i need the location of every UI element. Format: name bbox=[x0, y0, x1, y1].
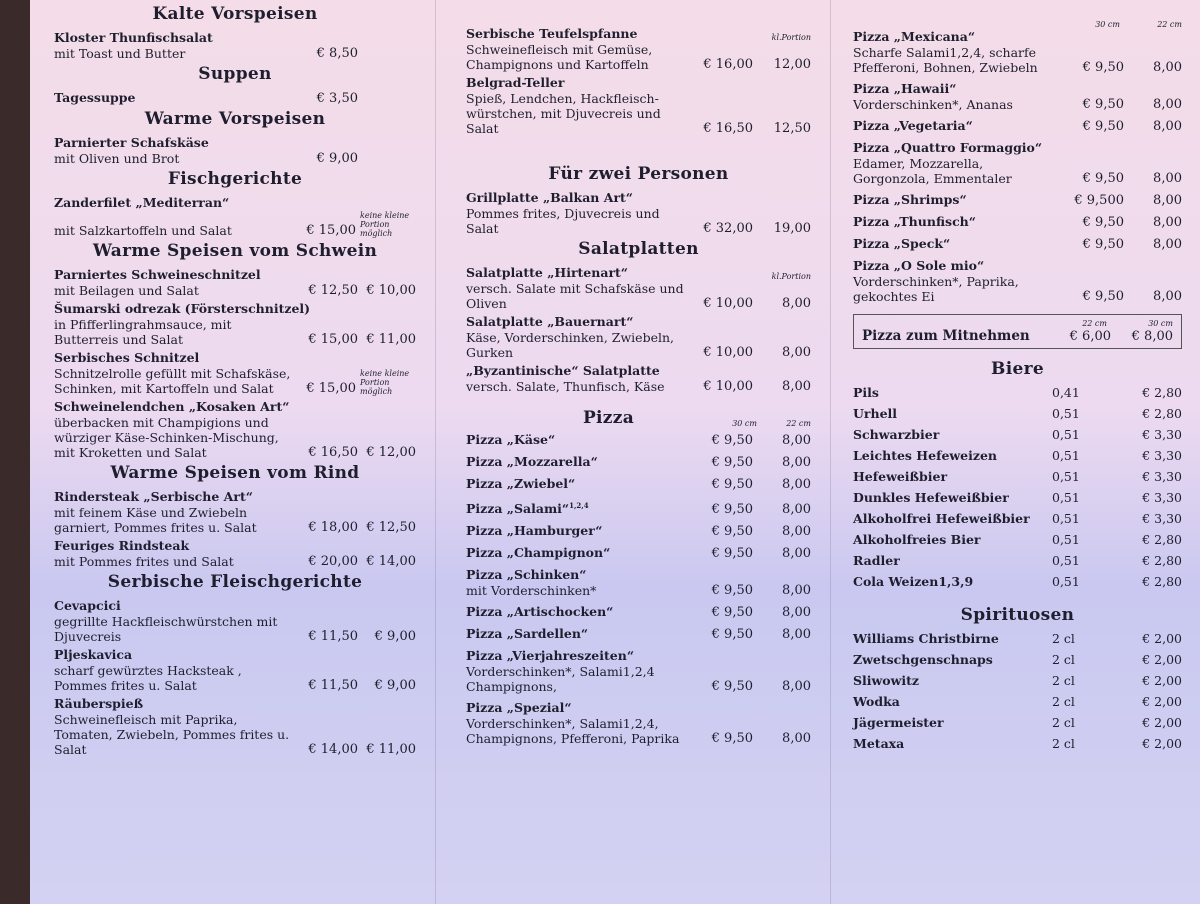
section-title: Spirituosen bbox=[960, 605, 1075, 625]
menu-item bbox=[54, 267, 416, 298]
item-price: € 9,50 bbox=[711, 524, 753, 540]
item-name: Zanderfilet „Mediterran“ bbox=[54, 195, 230, 210]
drink-price: € 3,30 bbox=[1142, 511, 1182, 526]
item-name: Pizza „Käse“ bbox=[466, 432, 556, 447]
item-note: keine kleine Portion möglich bbox=[360, 369, 410, 396]
section-title: Serbische Fleischgerichte bbox=[107, 572, 363, 592]
item-name: Salatplatte „Bauernart“ bbox=[466, 314, 634, 329]
item-name: Salatplatte „Hirtenart“ bbox=[466, 265, 628, 280]
item-price: € 10,00 bbox=[703, 296, 753, 311]
item-name: Pizza „Schinken“ bbox=[466, 567, 587, 583]
pizza-item bbox=[466, 432, 811, 448]
item-price-small: 8,00 bbox=[1153, 119, 1182, 134]
item-price: € 9,50 bbox=[1082, 60, 1124, 75]
item-name: Pizza „Speck“ bbox=[853, 236, 951, 251]
item-name: Belgrad-Teller bbox=[466, 75, 565, 90]
item-price: € 18,00 bbox=[308, 520, 358, 535]
drink-name: Radler bbox=[853, 553, 900, 568]
drink-row bbox=[853, 406, 1182, 421]
drink-row bbox=[853, 673, 1182, 688]
item-price-small: 8,00 bbox=[782, 583, 811, 599]
menu-item bbox=[54, 90, 416, 106]
item-price-small: 8,00 bbox=[1153, 237, 1182, 252]
item-name: Feuriges Rindsteak bbox=[54, 538, 190, 553]
drink-row bbox=[853, 574, 1182, 589]
item-price-small: 8,00 bbox=[782, 546, 811, 562]
item-price-small: € 11,00 bbox=[366, 332, 416, 347]
additive-note: 1,2,4 bbox=[569, 501, 589, 510]
item-price-small: 8,00 bbox=[1153, 193, 1182, 208]
menu-card bbox=[30, 0, 1200, 904]
item-price: € 9,50 bbox=[711, 627, 753, 643]
item-price-small: 12,00 bbox=[773, 57, 811, 72]
section-title: Warme Speisen vom Schwein bbox=[92, 241, 378, 261]
item-price: € 10,00 bbox=[703, 379, 753, 394]
item-price: € 11,50 bbox=[308, 629, 358, 644]
pizza-item bbox=[466, 523, 811, 539]
item-name: Räuberspieß bbox=[54, 696, 144, 711]
menu-column-1 bbox=[30, 0, 430, 904]
item-name: Tagessuppe bbox=[54, 90, 136, 105]
menu-item bbox=[466, 26, 811, 72]
drink-row bbox=[853, 631, 1182, 646]
item-desc: Spieß, Lendchen, Hackfleisch-würstchen, mit Djuvecreis und Salat bbox=[466, 91, 661, 136]
item-desc: Edamer, Mozzarella, Gorgonzola, Emmentaler bbox=[853, 156, 1012, 186]
item-price-small: 8,00 bbox=[1153, 171, 1182, 186]
drink-price: € 2,80 bbox=[1142, 532, 1182, 547]
item-name: Pizza „Artischocken“ bbox=[466, 604, 614, 620]
section-title: Salatplatten bbox=[578, 239, 699, 259]
drink-name: Pils bbox=[853, 385, 879, 400]
item-price-small: 12,50 bbox=[773, 121, 811, 136]
item-name: Pizza „Vierjahreszeiten“ bbox=[466, 648, 635, 664]
pizza-item bbox=[466, 545, 811, 561]
drink-volume: 2 cl bbox=[1052, 736, 1075, 751]
item-price-small: 8,00 bbox=[782, 296, 811, 311]
item-price-small: € 9,00 bbox=[374, 678, 416, 693]
item-price: € 12,50 bbox=[308, 283, 358, 298]
drink-row bbox=[853, 511, 1182, 526]
item-desc: mit Salzkartoffeln und Salat bbox=[54, 223, 232, 238]
item-price: € 9,50 bbox=[1082, 97, 1124, 112]
size-label: 22 cm bbox=[1082, 319, 1107, 328]
item-name: Pizza „O Sole mio“ bbox=[853, 258, 985, 273]
item-name: Pizza „Champignon“ bbox=[466, 545, 611, 561]
drink-row bbox=[853, 694, 1182, 709]
drink-name: Cola Weizen1,3,9 bbox=[853, 574, 974, 589]
item-desc: Pommes frites, Djuvecreis und Salat bbox=[466, 206, 660, 236]
item-desc: Vorderschinken*, Salami1,2,4 Champignons, bbox=[466, 664, 655, 695]
item-price: € 6,00 bbox=[1069, 329, 1111, 344]
item-name: Serbische Teufelspfanne bbox=[466, 26, 638, 41]
item-price: € 9,500 bbox=[1074, 193, 1124, 208]
item-name: Schweinelendchen „Kosaken Art“ bbox=[54, 399, 290, 414]
pizza-item bbox=[853, 214, 1182, 230]
item-price: € 9,50 bbox=[1082, 119, 1124, 134]
section-title: Fischgerichte bbox=[167, 169, 303, 189]
portion-label: kl.Portion bbox=[771, 272, 811, 281]
item-name: Rindersteak „Serbische Art“ bbox=[54, 489, 253, 504]
item-price: € 15,00 bbox=[306, 223, 356, 238]
drink-volume: 0,51 bbox=[1052, 469, 1080, 484]
item-name: Pizza „Mexicana“ bbox=[853, 29, 976, 44]
item-price: € 16,50 bbox=[308, 445, 358, 460]
takeaway-label: Pizza zum Mitnehmen bbox=[862, 328, 1030, 344]
pizza-item bbox=[853, 236, 1182, 252]
item-price-small: 8,00 bbox=[782, 679, 811, 695]
item-desc: Scharfe Salami1,2,4, scharfe Pfefferoni, Bohnen, Zwiebeln bbox=[853, 45, 1038, 75]
drink-volume: 0,41 bbox=[1052, 385, 1080, 400]
item-price: € 10,00 bbox=[703, 345, 753, 360]
item-name: Kloster Thunfischsalat bbox=[54, 30, 213, 45]
menu-item bbox=[54, 135, 416, 166]
item-price-small: € 11,00 bbox=[366, 742, 416, 757]
drink-price: € 2,80 bbox=[1142, 553, 1182, 568]
pizza-item bbox=[853, 258, 1182, 304]
menu-item bbox=[54, 647, 416, 693]
drink-name: Dunkles Hefeweißbier bbox=[853, 490, 1009, 505]
section-title: Pizza bbox=[582, 408, 635, 428]
drink-name: Zwetschgenschnaps bbox=[853, 652, 993, 667]
item-note: keine kleine Portion möglich bbox=[360, 211, 410, 238]
menu-item bbox=[54, 301, 416, 347]
item-price: € 9,50 bbox=[711, 731, 753, 747]
item-desc: mit Beilagen und Salat bbox=[54, 283, 199, 298]
menu-item bbox=[466, 265, 811, 311]
item-price-small: 19,00 bbox=[773, 221, 811, 236]
item-price-small: 8,00 bbox=[782, 502, 811, 518]
pizza-item bbox=[853, 118, 1182, 134]
drink-price: € 2,00 bbox=[1142, 715, 1182, 730]
menu-item bbox=[54, 350, 416, 396]
drink-row bbox=[853, 385, 1182, 400]
item-name: Parnierter Schafskäse bbox=[54, 135, 209, 150]
drink-name: Williams Christbirne bbox=[853, 631, 999, 646]
item-name: Pizza „Salami“ bbox=[466, 501, 570, 517]
item-price-small: 8,00 bbox=[782, 605, 811, 621]
item-price: € 9,50 bbox=[1082, 171, 1124, 186]
drink-volume: 0,51 bbox=[1052, 511, 1080, 526]
drink-name: Alkoholfrei Hefeweißbier bbox=[853, 511, 1030, 526]
menu-column-3 bbox=[830, 0, 1200, 904]
item-name: Pizza „Hawaii“ bbox=[853, 81, 957, 96]
drink-volume: 2 cl bbox=[1052, 673, 1075, 688]
item-name: Serbisches Schnitzel bbox=[54, 350, 200, 365]
item-price: € 20,00 bbox=[308, 554, 358, 569]
item-name: Pizza „Sardellen“ bbox=[466, 626, 589, 642]
drink-name: Alkoholfreies Bier bbox=[853, 532, 981, 547]
drink-name: Urhell bbox=[853, 406, 898, 421]
section-title: Für zwei Personen bbox=[548, 164, 729, 184]
item-price: € 9,50 bbox=[711, 583, 753, 599]
menu-item bbox=[466, 75, 811, 136]
item-price-small: 8,00 bbox=[1153, 97, 1182, 112]
drink-price: € 2,00 bbox=[1142, 631, 1182, 646]
item-desc: mit Toast und Butter bbox=[54, 46, 186, 61]
item-desc: mit Pommes frites und Salat bbox=[54, 554, 234, 569]
item-price: € 16,00 bbox=[703, 57, 753, 72]
drink-row bbox=[853, 469, 1182, 484]
drink-price: € 3,30 bbox=[1142, 490, 1182, 505]
item-price-small: € 10,00 bbox=[366, 283, 416, 298]
drink-volume: 2 cl bbox=[1052, 652, 1075, 667]
drink-name: Sliwowitz bbox=[853, 673, 920, 688]
item-desc: überbacken mit Champigions und würziger Käse-Schinken-Mischung, mit Kroketten und Salat bbox=[54, 415, 279, 460]
item-price: € 15,00 bbox=[308, 332, 358, 347]
drink-name: Jägermeister bbox=[853, 715, 944, 730]
item-price-small: 8,00 bbox=[782, 345, 811, 360]
item-name: Pizza „Zwiebel“ bbox=[466, 476, 576, 491]
drink-name: Metaxa bbox=[853, 736, 905, 751]
pizza-item bbox=[466, 567, 811, 598]
item-name: Šumarski odrezak (Försterschnitzel) bbox=[54, 301, 311, 316]
pizza-list bbox=[466, 432, 811, 746]
pizza-item bbox=[466, 626, 811, 642]
item-name: Pizza „Hamburger“ bbox=[466, 523, 603, 539]
drink-name: Leichtes Hefeweizen bbox=[853, 448, 998, 463]
item-name: Grillplatte „Balkan Art“ bbox=[466, 190, 633, 205]
item-name: Pizza „Spezial“ bbox=[466, 700, 572, 716]
pizza-item bbox=[853, 140, 1182, 186]
menu-item bbox=[466, 314, 811, 360]
drink-row bbox=[853, 448, 1182, 463]
item-price-small: € 14,00 bbox=[366, 554, 416, 569]
size-label: 22 cm bbox=[1157, 20, 1182, 29]
drink-volume: 2 cl bbox=[1052, 694, 1075, 709]
item-price: € 9,50 bbox=[1082, 289, 1124, 304]
menu-item bbox=[54, 489, 416, 535]
item-price: € 9,50 bbox=[711, 546, 753, 562]
portion-label: kl.Portion bbox=[771, 33, 811, 42]
item-price-small: 8,00 bbox=[782, 731, 811, 747]
drink-name: Hefeweißbier bbox=[853, 469, 948, 484]
item-desc: versch. Salate mit Schafskäse und Oliven bbox=[466, 281, 684, 311]
item-desc: mit Vorderschinken* bbox=[466, 583, 597, 599]
item-desc: Schnitzelrolle gefüllt mit Schafskäse, Schinken, mit Kartoffeln und Salat bbox=[54, 366, 291, 396]
item-desc: Käse, Vorderschinken, Zwiebeln, Gurken bbox=[466, 330, 674, 360]
item-price-small: € 9,00 bbox=[374, 629, 416, 644]
pizza-list bbox=[853, 20, 1182, 304]
item-price: € 9,50 bbox=[711, 477, 753, 492]
menu-column-2 bbox=[435, 0, 825, 904]
menu-item bbox=[466, 363, 811, 394]
item-name: Pizza „Quattro Formaggio“ bbox=[853, 140, 1043, 155]
item-name: Pizza „Thunfisch“ bbox=[853, 214, 976, 229]
item-name: Pizza „Shrimps“ bbox=[853, 192, 967, 207]
item-price: € 9,50 bbox=[711, 502, 753, 518]
drink-price: € 2,00 bbox=[1142, 652, 1182, 667]
item-price-small: 8,00 bbox=[1153, 60, 1182, 75]
item-price: € 8,00 bbox=[1131, 329, 1173, 344]
item-price-small: € 12,00 bbox=[366, 445, 416, 460]
drink-volume: 2 cl bbox=[1052, 631, 1075, 646]
item-desc: Vorderschinken*, Paprika, gekochtes Ei bbox=[853, 274, 1019, 304]
drink-price: € 3,30 bbox=[1142, 427, 1182, 442]
section-title: Warme Vorspeisen bbox=[144, 109, 326, 129]
pizza-item bbox=[466, 454, 811, 470]
drink-volume: 0,51 bbox=[1052, 406, 1080, 421]
pizza-item bbox=[466, 604, 811, 620]
size-label: 22 cm bbox=[786, 419, 811, 428]
item-desc: Vorderschinken*, Salami1,2,4, Champignons, Pfefferoni, Paprika bbox=[466, 716, 680, 747]
section-title: Warme Speisen vom Rind bbox=[110, 463, 360, 483]
item-desc: Schweinefleisch mit Paprika, Tomaten, Zwiebeln, Pommes frites u. Salat bbox=[54, 712, 290, 757]
drink-row bbox=[853, 532, 1182, 547]
drink-volume: 0,51 bbox=[1052, 553, 1080, 568]
beer-list bbox=[853, 385, 1182, 589]
item-name: Parniertes Schweineschnitzel bbox=[54, 267, 261, 282]
menu-item bbox=[54, 598, 416, 644]
drink-price: € 2,00 bbox=[1142, 736, 1182, 751]
drink-price: € 2,80 bbox=[1142, 574, 1182, 589]
menu-item bbox=[54, 30, 416, 61]
item-name: Pizza „Mozzarella“ bbox=[466, 454, 598, 469]
drink-volume: 0,51 bbox=[1052, 490, 1080, 505]
item-desc: Schweinefleisch mit Gemüse, Champignons und Kartoffeln bbox=[466, 42, 653, 72]
item-price: € 9,50 bbox=[711, 679, 753, 695]
item-name: Pljeskavica bbox=[54, 647, 133, 662]
item-price-small: 8,00 bbox=[1153, 289, 1182, 304]
pizza-item bbox=[466, 498, 811, 517]
item-desc: scharf gewürztes Hacksteak , Pommes frites u. Salat bbox=[54, 663, 242, 693]
takeaway-box bbox=[853, 314, 1182, 349]
item-price-small: 8,00 bbox=[782, 433, 811, 448]
menu-item bbox=[54, 538, 416, 569]
section-title: Biere bbox=[991, 359, 1044, 379]
item-price: € 9,50 bbox=[711, 433, 753, 448]
item-price-small: € 12,50 bbox=[366, 520, 416, 535]
menu-item bbox=[54, 399, 416, 460]
drink-name: Schwarzbier bbox=[853, 427, 940, 442]
item-price-small: 8,00 bbox=[782, 477, 811, 492]
pizza-item bbox=[853, 29, 1182, 75]
item-name: Pizza „Vegetaria“ bbox=[853, 118, 973, 133]
item-price: € 16,50 bbox=[703, 121, 753, 136]
pizza-item bbox=[466, 648, 811, 694]
item-price-small: 8,00 bbox=[782, 455, 811, 470]
item-price-small: 8,00 bbox=[782, 524, 811, 540]
item-price: € 11,50 bbox=[308, 678, 358, 693]
drink-price: € 3,30 bbox=[1142, 469, 1182, 484]
drink-volume: 0,51 bbox=[1052, 532, 1080, 547]
drink-row bbox=[853, 553, 1182, 568]
menu-item bbox=[54, 696, 416, 757]
item-price: € 9,50 bbox=[711, 605, 753, 621]
drink-price: € 2,80 bbox=[1142, 406, 1182, 421]
item-price: € 32,00 bbox=[703, 221, 753, 236]
drink-price: € 2,00 bbox=[1142, 673, 1182, 688]
drink-row bbox=[853, 715, 1182, 730]
drink-price: € 2,00 bbox=[1142, 694, 1182, 709]
pizza-item bbox=[853, 192, 1182, 208]
item-name: Cevapcici bbox=[54, 598, 121, 613]
item-price: € 8,50 bbox=[316, 46, 358, 61]
drink-name: Wodka bbox=[853, 694, 900, 709]
size-label: 30 cm bbox=[732, 419, 757, 428]
spirits-list bbox=[853, 631, 1182, 751]
size-label: 30 cm bbox=[1148, 319, 1173, 328]
pizza-item bbox=[466, 700, 811, 746]
drink-volume: 0,51 bbox=[1052, 448, 1080, 463]
item-price: € 15,00 bbox=[306, 381, 356, 396]
pizza-item bbox=[853, 81, 1182, 112]
item-desc: in Pfifferlingrahmsauce, mit Butterreis und Salat bbox=[54, 317, 232, 347]
item-price-small: 8,00 bbox=[1153, 215, 1182, 230]
drink-volume: 0,51 bbox=[1052, 427, 1080, 442]
item-price-small: 8,00 bbox=[782, 627, 811, 643]
item-price-small: 8,00 bbox=[782, 379, 811, 394]
menu-item bbox=[466, 190, 811, 236]
section-title: Suppen bbox=[198, 64, 272, 84]
drink-price: € 3,30 bbox=[1142, 448, 1182, 463]
item-price: € 9,50 bbox=[1082, 237, 1124, 252]
item-desc: mit feinem Käse und Zwiebeln garniert, Pommes frites u. Salat bbox=[54, 505, 257, 535]
menu-item bbox=[54, 195, 416, 238]
item-price: € 9,50 bbox=[711, 455, 753, 470]
item-desc: gegrillte Hackfleischwürstchen mit Djuvecreis bbox=[54, 614, 278, 644]
size-label: 30 cm bbox=[1095, 20, 1120, 29]
drink-row bbox=[853, 736, 1182, 751]
section-title: Kalte Vorspeisen bbox=[152, 4, 318, 24]
item-name: „Byzantinische“ Salatplatte bbox=[466, 363, 660, 378]
drink-row bbox=[853, 652, 1182, 667]
item-desc: Vorderschinken*, Ananas bbox=[853, 97, 1013, 112]
item-price: € 14,00 bbox=[308, 742, 358, 757]
drink-price: € 2,80 bbox=[1142, 385, 1182, 400]
item-price: € 9,50 bbox=[1082, 215, 1124, 230]
drink-volume: 0,51 bbox=[1052, 574, 1080, 589]
item-desc: mit Oliven und Brot bbox=[54, 151, 180, 166]
drink-row bbox=[853, 427, 1182, 442]
item-price: € 3,50 bbox=[316, 91, 358, 106]
item-desc: versch. Salate, Thunfisch, Käse bbox=[466, 379, 665, 394]
pizza-item bbox=[466, 476, 811, 492]
drink-row bbox=[853, 490, 1182, 505]
drink-volume: 2 cl bbox=[1052, 715, 1075, 730]
item-price: € 9,00 bbox=[316, 151, 358, 166]
